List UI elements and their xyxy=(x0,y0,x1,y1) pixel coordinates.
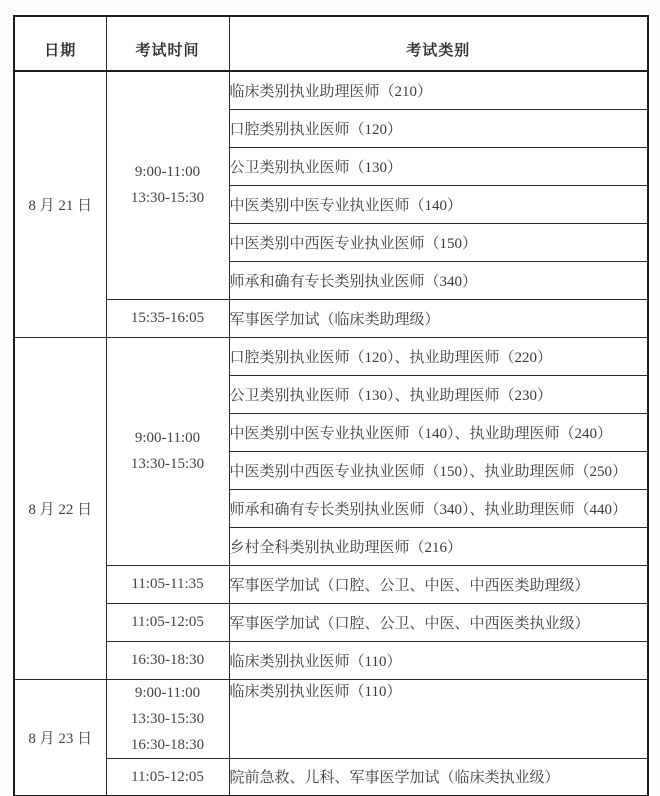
table-row xyxy=(14,641,648,679)
category-cell: 中医类别中西医专业执业医师（150）、执业助理医师（250） xyxy=(229,451,648,489)
category-cell: 院前急救、儿科、军事医学加试（临床类执业级） xyxy=(229,758,648,796)
time-cell: 9:00-11:00 13:30-15:30 xyxy=(106,71,229,299)
time-cell: 15:35-16:05 xyxy=(106,299,229,337)
category-cell: 军事医学加试（口腔、公卫、中医、中西医类执业级） xyxy=(229,603,648,641)
time-cell: 11:05-12:05 xyxy=(106,758,229,796)
category-cell: 中医类别中医专业执业医师（140） xyxy=(229,185,648,223)
category-cell: 军事医学加试（临床类助理级） xyxy=(229,299,648,337)
category-cell: 军事医学加试（口腔、公卫、中医、中西医类助理级） xyxy=(229,565,648,603)
category-cell: 师承和确有专长类别执业医师（340）、执业助理医师（440） xyxy=(229,489,648,527)
category-cell: 公卫类别执业医师（130）、执业助理医师（230） xyxy=(229,375,648,413)
time-cell: 11:05-11:35 xyxy=(106,565,229,603)
category-cell: 临床类别执业医师（110） xyxy=(229,641,648,679)
category-cell: 口腔类别执业医师（120） xyxy=(229,109,648,147)
category-cell: 临床类别执业医师（110） xyxy=(229,679,648,758)
table-row xyxy=(14,71,648,109)
table-row xyxy=(14,299,648,337)
table-row xyxy=(14,758,648,796)
table-row xyxy=(14,565,648,603)
table-header-row xyxy=(14,16,648,71)
table-row xyxy=(14,337,648,375)
date-cell-aug21: 8 月 21 日 xyxy=(14,71,106,337)
category-cell: 口腔类别执业医师（120）、执业助理医师（220） xyxy=(229,337,648,375)
time-cell: 11:05-12:05 xyxy=(106,603,229,641)
header-date: 日期 xyxy=(14,16,106,71)
time-cell: 9:00-11:00 13:30-15:30 16:30-18:30 xyxy=(106,679,229,758)
category-cell: 乡村全科类别执业助理医师（216） xyxy=(229,527,648,565)
category-cell: 临床类别执业助理医师（210） xyxy=(229,71,648,109)
table-row xyxy=(14,679,648,758)
category-cell: 师承和确有专长类别执业医师（340） xyxy=(229,261,648,299)
category-cell: 中医类别中医专业执业医师（140）、执业助理医师（240） xyxy=(229,413,648,451)
table-row xyxy=(14,603,648,641)
date-cell-aug23: 8 月 23 日 xyxy=(14,679,106,796)
header-category: 考试类别 xyxy=(229,16,648,71)
date-cell-aug22: 8 月 22 日 xyxy=(14,337,106,679)
header-time: 考试时间 xyxy=(106,16,229,71)
category-cell: 中医类别中西医专业执业医师（150） xyxy=(229,223,648,261)
exam-schedule-table xyxy=(13,15,649,796)
category-cell: 公卫类别执业医师（130） xyxy=(229,147,648,185)
time-cell: 9:00-11:00 13:30-15:30 xyxy=(106,337,229,565)
time-cell: 16:30-18:30 xyxy=(106,641,229,679)
